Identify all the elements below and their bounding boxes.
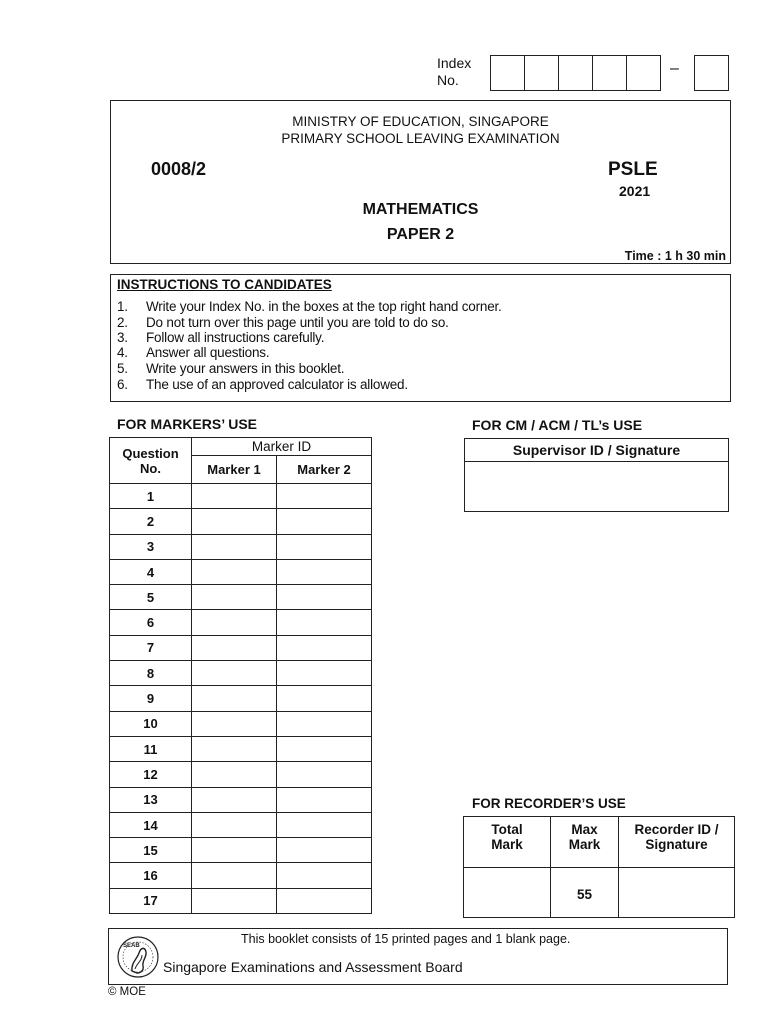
marker1-cell[interactable] <box>192 787 277 812</box>
question-number: 6 <box>110 610 192 635</box>
marker2-cell[interactable] <box>277 484 372 509</box>
question-number: 8 <box>110 661 192 686</box>
marker2-cell[interactable] <box>277 711 372 736</box>
supervisor-signature-field[interactable] <box>465 462 728 512</box>
marker1-cell[interactable] <box>192 762 277 787</box>
instructions-box <box>110 274 731 402</box>
booklet-note: This booklet consists of 15 printed pages and 1 blank page. <box>241 932 571 946</box>
marker-id-header: Marker ID <box>192 438 372 456</box>
instructions-title: INSTRUCTIONS TO CANDIDATES <box>117 277 332 292</box>
total-mark-field[interactable] <box>464 868 551 918</box>
index-box-4[interactable] <box>592 55 627 91</box>
marker1-cell[interactable] <box>192 838 277 863</box>
question-number: 3 <box>110 534 192 559</box>
marker2-cell[interactable] <box>277 686 372 711</box>
ministry-line: MINISTRY OF EDUCATION, SINGAPORE <box>292 114 549 129</box>
subject-title: MATHEMATICS <box>362 201 479 218</box>
marker2-cell[interactable] <box>277 888 372 913</box>
supervisor-label: Supervisor ID / Signature <box>465 439 728 462</box>
exam-header <box>110 100 731 264</box>
marker1-cell[interactable] <box>192 509 277 534</box>
exam-line: PRIMARY SCHOOL LEAVING EXAMINATION <box>281 131 560 146</box>
marker1-cell[interactable] <box>192 635 277 660</box>
instruction-item: 2. Do not turn over this page until you are told to do so. <box>117 315 449 330</box>
index-label-line1: Index <box>437 55 472 71</box>
supervisor-box <box>464 438 729 512</box>
marker2-cell[interactable] <box>277 661 372 686</box>
seab-logo-icon <box>115 933 161 981</box>
question-number: 4 <box>110 559 192 584</box>
index-box-3[interactable] <box>558 55 593 91</box>
index-label <box>437 55 471 89</box>
paper-code: 0008/2 <box>151 159 207 179</box>
recorder-table <box>463 816 735 918</box>
board-name: Singapore Examinations and Assessment Board <box>163 959 463 975</box>
instruction-item: 1. Write your Index No. in the boxes at the top right hand corner. <box>117 299 502 314</box>
seab-logo-text: SEAB <box>123 943 140 949</box>
recorder-signature-field[interactable] <box>619 868 735 918</box>
exam-year: 2021 <box>619 183 651 199</box>
index-box-class[interactable] <box>694 55 729 91</box>
footer-box <box>108 928 728 985</box>
marker2-cell[interactable] <box>277 585 372 610</box>
question-number: 17 <box>110 888 192 913</box>
marker1-cell[interactable] <box>192 812 277 837</box>
marker1-cell[interactable] <box>192 736 277 761</box>
question-no-header: Question No. <box>110 438 192 484</box>
recorder-heading: FOR RECORDER’S USE <box>472 796 626 811</box>
index-box-2[interactable] <box>524 55 559 91</box>
question-number: 14 <box>110 812 192 837</box>
marker2-cell[interactable] <box>277 559 372 584</box>
total-mark-header: Total Mark <box>464 817 551 868</box>
instruction-item: 6. The use of an approved calculator is allowed. <box>117 377 408 392</box>
marker2-cell[interactable] <box>277 509 372 534</box>
seab-logo <box>115 933 161 981</box>
question-number: 1 <box>110 484 192 509</box>
marker1-cell[interactable] <box>192 585 277 610</box>
marker2-cell[interactable] <box>277 534 372 559</box>
marker1-cell[interactable] <box>192 711 277 736</box>
marker1-cell[interactable] <box>192 610 277 635</box>
marker2-cell[interactable] <box>277 838 372 863</box>
marker2-cell[interactable] <box>277 812 372 837</box>
instruction-item: 4. Answer all questions. <box>117 345 270 360</box>
instruction-item: 3. Follow all instructions carefully. <box>117 330 325 345</box>
marker1-header: Marker 1 <box>192 456 277 484</box>
paper-title: PAPER 2 <box>386 226 455 243</box>
marker2-cell[interactable] <box>277 736 372 761</box>
marker1-cell[interactable] <box>192 559 277 584</box>
board-name: PSLE <box>608 159 658 180</box>
time-allowed: Time : 1 h 30 min <box>624 249 726 263</box>
markers-heading: FOR MARKERS’ USE <box>117 416 258 432</box>
recorder-id-header: Recorder ID / Signature <box>619 817 735 868</box>
max-mark-value: 55 <box>551 868 619 918</box>
copyright: © MOE <box>108 986 146 998</box>
marker2-cell[interactable] <box>277 762 372 787</box>
index-label-line2: No. <box>437 72 459 88</box>
index-dash: – <box>670 60 679 77</box>
question-number: 9 <box>110 686 192 711</box>
instruction-item: 5. Write your answers in this booklet. <box>117 361 345 376</box>
marker2-cell[interactable] <box>277 863 372 888</box>
question-number: 7 <box>110 635 192 660</box>
question-number: 2 <box>110 509 192 534</box>
marker1-cell[interactable] <box>192 534 277 559</box>
index-box-1[interactable] <box>490 55 525 91</box>
marker1-cell[interactable] <box>192 863 277 888</box>
index-box-5[interactable] <box>626 55 661 91</box>
marker1-cell[interactable] <box>192 661 277 686</box>
marker2-cell[interactable] <box>277 787 372 812</box>
marker2-header: Marker 2 <box>277 456 372 484</box>
question-number: 10 <box>110 711 192 736</box>
marker1-cell[interactable] <box>192 484 277 509</box>
question-number: 15 <box>110 838 192 863</box>
marker1-cell[interactable] <box>192 686 277 711</box>
supervisor-heading: FOR CM / ACM / TL’s USE <box>472 417 643 433</box>
marker1-cell[interactable] <box>192 888 277 913</box>
question-number: 12 <box>110 762 192 787</box>
question-number: 13 <box>110 787 192 812</box>
marker2-cell[interactable] <box>277 610 372 635</box>
question-number: 5 <box>110 585 192 610</box>
marker2-cell[interactable] <box>277 635 372 660</box>
question-number: 16 <box>110 863 192 888</box>
max-mark-header: Max Mark <box>551 817 619 868</box>
question-number: 11 <box>110 736 192 761</box>
markers-table <box>109 437 372 914</box>
